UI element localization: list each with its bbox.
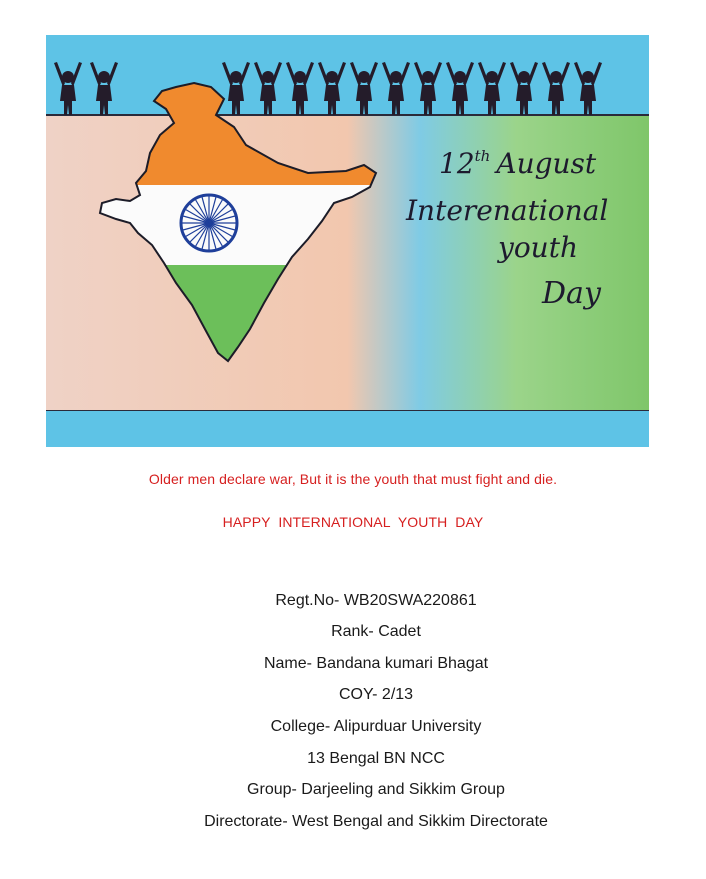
youth-day-drawing [46, 35, 649, 447]
greeting-text: HAPPY INTERNATIONAL YOUTH DAY [222, 514, 484, 530]
college: College- Alipurduar University [270, 718, 482, 735]
quote-text: Older men declare war, But it is the youth that must fight and die. [148, 471, 558, 487]
art-international: Interenational [406, 194, 609, 227]
svg-text:12thAugust [439, 147, 597, 180]
group: Group- Darjeeling and Sikkim Group [247, 781, 505, 798]
company: COY- 2/13 [338, 686, 414, 703]
bottom-band [46, 411, 649, 447]
ashoka-chakra-icon [181, 195, 237, 251]
battalion: 13 Bengal BN NCC [307, 750, 445, 767]
art-day: Day [542, 276, 601, 311]
regt-number: Regt.No- WB20SWA220861 [275, 592, 477, 609]
art-date: 12 [439, 147, 475, 180]
rank: Rank- Cadet [331, 623, 421, 640]
art-youth: youth [498, 231, 578, 264]
directorate: Directorate- West Bengal and Sikkim Directorate [204, 813, 548, 830]
cadet-name: Name- Bandana kumari Bhagat [263, 655, 489, 672]
art-month: August [496, 147, 597, 180]
art-date-suffix: th [474, 147, 491, 165]
